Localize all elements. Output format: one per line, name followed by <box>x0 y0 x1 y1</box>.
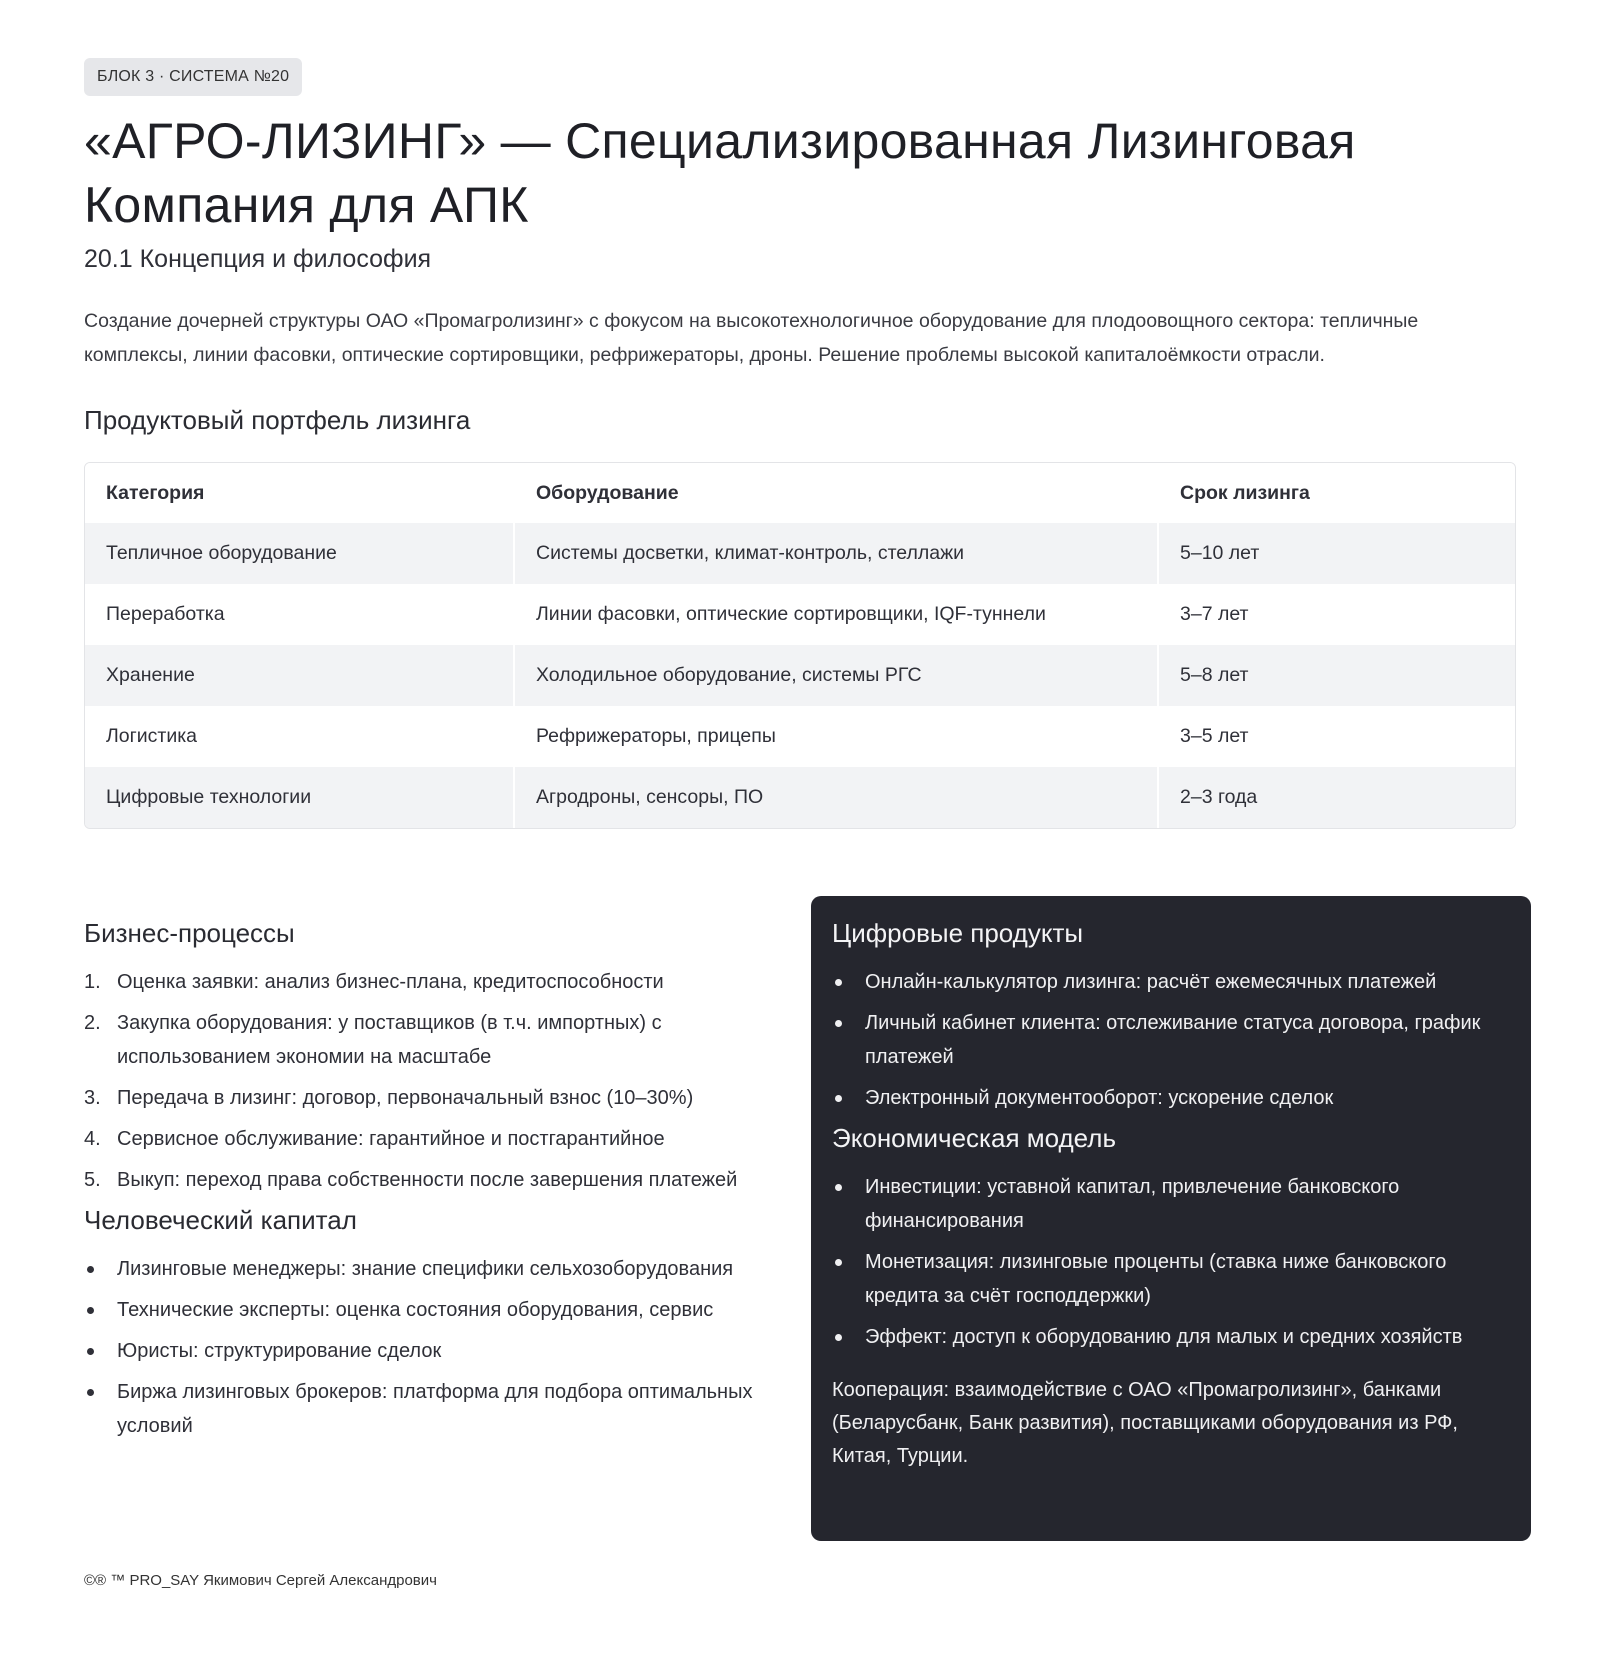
business-processes-list <box>84 965 764 1197</box>
left-column <box>84 900 764 1450</box>
list-item: Юристы: структурирование сделок <box>84 1334 764 1368</box>
cell-category: Переработка <box>85 584 514 645</box>
list-item: Личный кабинет клиента: отслеживание статуса договора, график платежей <box>832 1006 1510 1074</box>
portfolio-title: Продуктовый портфель лизинга <box>84 405 471 435</box>
table-row <box>85 706 1515 767</box>
digital-products-title: Цифровые продукты <box>832 918 1084 948</box>
cell-term: 3–5 лет <box>1158 706 1515 767</box>
bullet-icon <box>835 1095 842 1102</box>
bullet-icon <box>835 1259 842 1266</box>
list-item: Лизинговые менеджеры: знание специфики сельхозоборудования <box>84 1252 764 1286</box>
bullet-icon <box>87 1389 94 1396</box>
digital-products-list <box>832 965 1510 1115</box>
intro-paragraph: Создание дочерней структуры ОАО «Промагролизинг» с фокусом на высокотехнологичное оборудование для плодоовощного сектора: тепличные комплексы, линии фасовки, оптические сортировщики, рефрижераторы, дроны. Решение проблемы высокой капиталоёмкости отрасли. <box>84 310 1419 366</box>
bullet-icon <box>87 1348 94 1355</box>
page-subtitle: 20.1 Концепция и философия <box>84 245 432 273</box>
bullet-icon <box>835 979 842 986</box>
table-header-row <box>85 463 1515 523</box>
economic-model-title: Экономическая модель <box>832 1123 1116 1153</box>
cell-equipment: Системы досветки, климат-контроль, стеллажи <box>514 523 1158 584</box>
bullet-icon <box>87 1307 94 1314</box>
bullet-icon <box>835 1020 842 1027</box>
bullet-icon <box>835 1184 842 1191</box>
list-item: 2. Закупка оборудования: у поставщиков (в т.ч. импортных) с использованием экономии на масштабе <box>84 1012 662 1068</box>
list-item: 1. Оценка заявки: анализ бизнес-плана, кредитоспособности <box>84 971 664 993</box>
cell-equipment: Агродроны, сенсоры, ПО <box>514 767 1158 828</box>
cell-category: Хранение <box>85 645 514 706</box>
cell-category: Цифровые технологии <box>85 767 514 828</box>
list-item: 3. Передача в лизинг: договор, первоначальный взнос (10–30%) <box>84 1087 694 1109</box>
table-row <box>85 645 1515 706</box>
page <box>84 58 1532 1467</box>
page-title: «АГРО-ЛИЗИНГ» — Специализированная Лизинговая Компания для АПК <box>84 113 1356 233</box>
list-item: Онлайн-калькулятор лизинга: расчёт ежемесячных платежей <box>832 965 1510 999</box>
table-row <box>85 767 1515 828</box>
cell-term: 3–7 лет <box>1158 584 1515 645</box>
human-capital-title: Человеческий капитал <box>84 1205 357 1235</box>
header-category: Категория <box>85 463 514 523</box>
list-item: Электронный документооборот: ускорение сделок <box>832 1081 1510 1115</box>
cooperation-paragraph: Кооперация: взаимодействие с ОАО «Промагролизинг», банками (Беларусбанк, Банк развития), поставщиками оборудования из РФ, Китая, Турции. <box>832 1379 1458 1467</box>
bullet-icon <box>835 1334 842 1341</box>
human-capital-list <box>84 1252 764 1443</box>
cell-equipment: Холодильное оборудование, системы РГС <box>514 645 1158 706</box>
list-item: 4. Сервисное обслуживание: гарантийное и постгарантийное <box>84 1128 665 1150</box>
cell-equipment: Рефрижераторы, прицепы <box>514 706 1158 767</box>
cell-term: 5–8 лет <box>1158 645 1515 706</box>
list-item: Биржа лизинговых брокеров: платформа для подбора оптимальных условий <box>84 1375 764 1443</box>
cell-term: 2–3 года <box>1158 767 1515 828</box>
bullet-icon <box>87 1266 94 1273</box>
list-item: 5. Выкуп: переход права собственности после завершения платежей <box>84 1169 738 1191</box>
footer-copyright: ©® ™ PRO_SAY Якимович Сергей Александрович <box>84 1572 437 1589</box>
table-row <box>85 523 1515 584</box>
cell-category: Логистика <box>85 706 514 767</box>
cell-term: 5–10 лет <box>1158 523 1515 584</box>
list-item: Эффект: доступ к оборудованию для малых и средних хозяйств <box>832 1320 1510 1354</box>
section-badge: БЛОК 3 · СИСТЕМА №20 <box>84 58 302 96</box>
portfolio-table <box>84 462 1516 829</box>
cell-equipment: Линии фасовки, оптические сортировщики, IQF-туннели <box>514 584 1158 645</box>
cell-category: Тепличное оборудование <box>85 523 514 584</box>
list-item: Инвестиции: уставной капитал, привлечение банковского финансирования <box>832 1170 1510 1238</box>
economic-model-list <box>832 1170 1510 1354</box>
header-term: Срок лизинга <box>1158 463 1515 523</box>
list-item: Технические эксперты: оценка состояния оборудования, сервис <box>84 1293 764 1327</box>
list-item: Монетизация: лизинговые проценты (ставка ниже банковского кредита за счёт господдержки) <box>832 1245 1510 1313</box>
header-equipment: Оборудование <box>514 463 1158 523</box>
business-processes-title: Бизнес-процессы <box>84 918 295 948</box>
table-row <box>85 584 1515 645</box>
dark-info-panel <box>811 896 1531 1541</box>
